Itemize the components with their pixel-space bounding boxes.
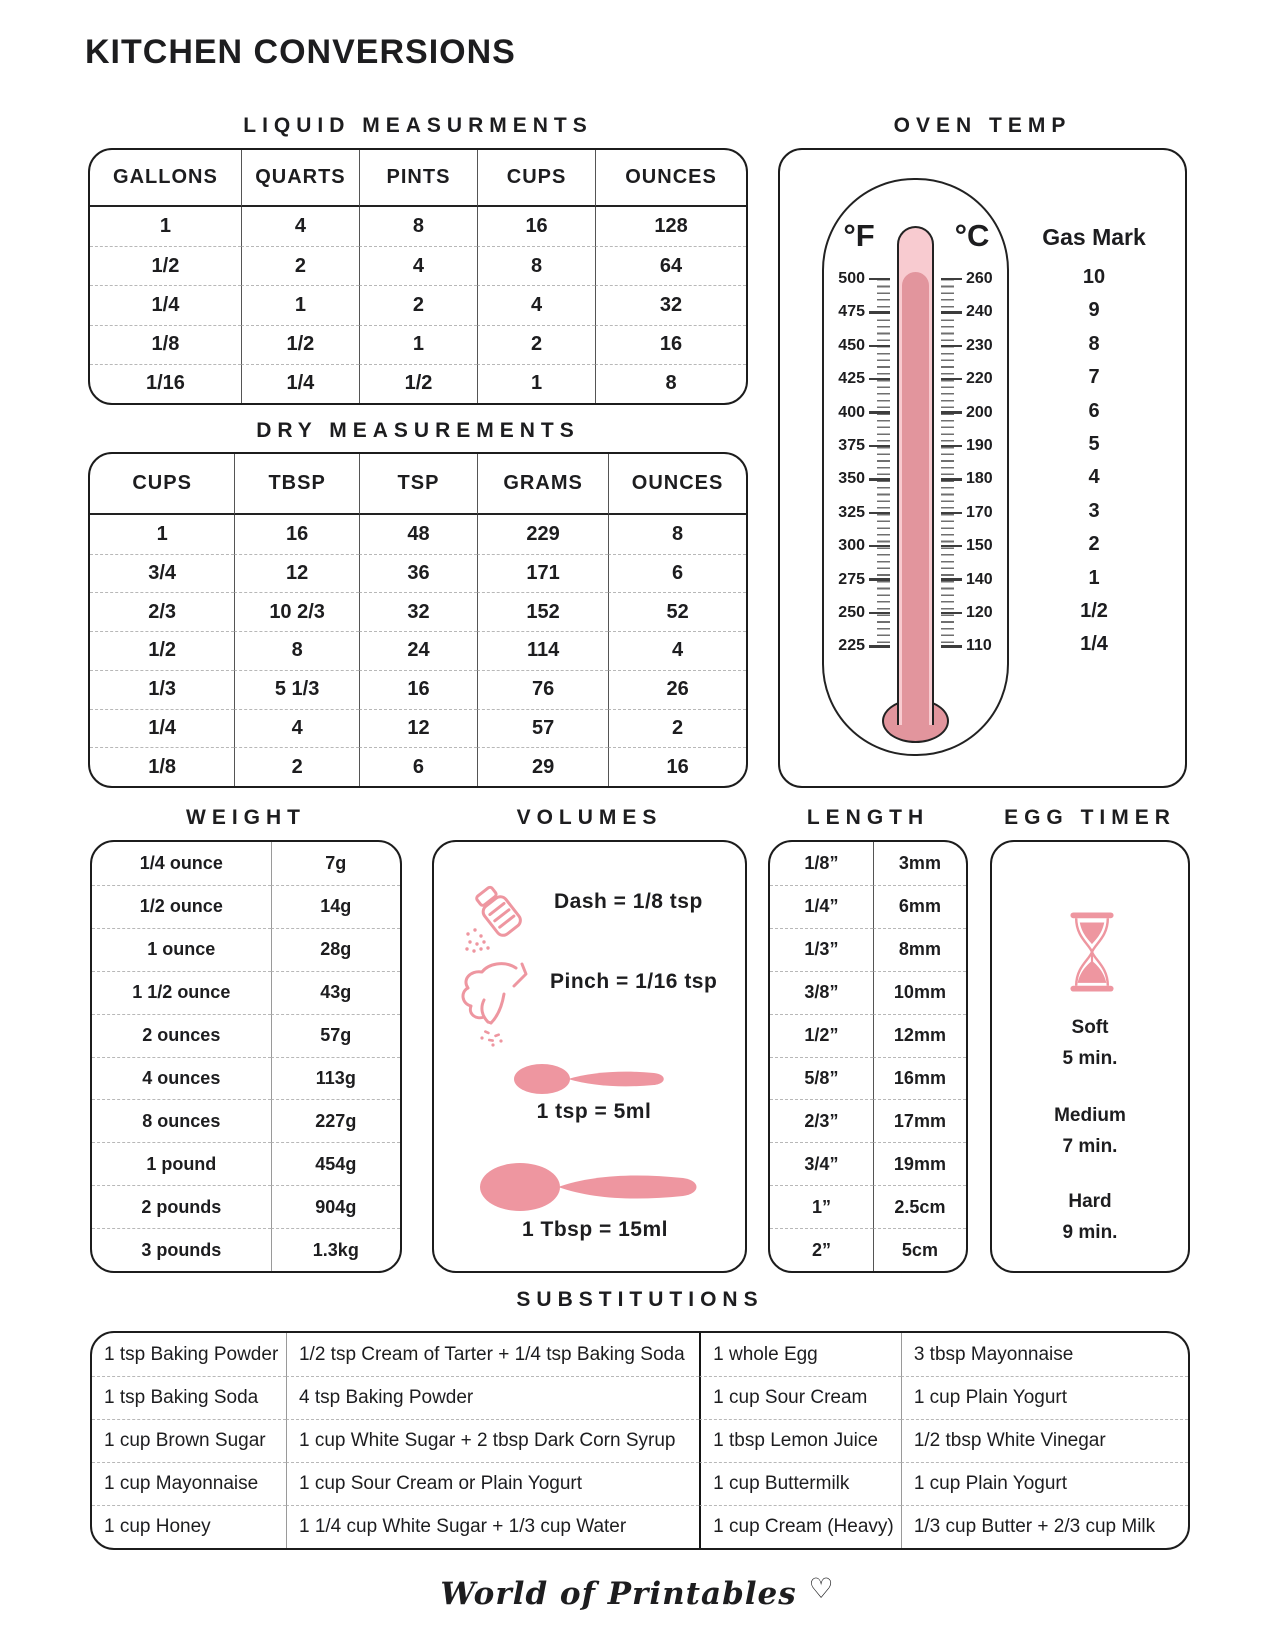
table-cell: 1/2 (241, 325, 359, 364)
table-cell: 8 (595, 364, 746, 403)
fahrenheit-minor-ticks (877, 279, 890, 648)
celsius-scale-label: 240 (966, 303, 993, 321)
table-cell: 5 1/3 (234, 670, 359, 709)
table-cell: 16 (359, 670, 477, 709)
fahrenheit-major-tick (869, 545, 890, 547)
celsius-major-tick (941, 311, 962, 313)
fahrenheit-scale-label: 300 (838, 537, 865, 555)
table-cell: 1/4 (90, 285, 241, 324)
thermometer-tube (897, 226, 934, 725)
celsius-major-tick (941, 378, 962, 380)
fahrenheit-scale-label: 450 (838, 336, 865, 354)
table-cell: 6 (359, 747, 477, 786)
table-cell: 1/2 (90, 246, 241, 285)
table-cell: 10 2/3 (234, 592, 359, 631)
table-cell: 6mm (873, 885, 966, 928)
table-cell: 2 (477, 325, 595, 364)
celsius-major-tick (941, 445, 962, 447)
table-cell: 4 (608, 631, 746, 670)
celsius-scale-label: 220 (966, 370, 993, 388)
column-header: CUPS (90, 454, 234, 515)
table-cell: 1 tbsp Lemon Juice (699, 1419, 901, 1462)
pinch-hand-icon (458, 958, 528, 1048)
table-cell: 1 1/2 ounce (92, 971, 271, 1014)
table-cell: 128 (595, 207, 746, 246)
fahrenheit-scale-label: 325 (838, 503, 865, 521)
table-cell: 1 cup White Sugar + 2 tbsp Dark Corn Syrup (286, 1419, 699, 1462)
table-cell: 5cm (873, 1228, 966, 1271)
fahrenheit-scale-label: 275 (838, 570, 865, 588)
table-cell: 12 (234, 554, 359, 593)
celsius-major-tick (941, 512, 962, 514)
table-cell: 8 (608, 515, 746, 554)
table-cell: 1/3” (770, 928, 873, 971)
hourglass-icon (1069, 912, 1115, 992)
egg-hard-entry (992, 1186, 1188, 1248)
weight-table (90, 840, 402, 1273)
teaspoon-icon (514, 1062, 674, 1096)
celsius-major-tick (941, 478, 962, 480)
table-cell: 171 (477, 554, 608, 593)
celsius-scale-label: 190 (966, 437, 993, 454)
table-cell: 1 ounce (92, 928, 271, 971)
table-cell: 1/8 (90, 747, 234, 786)
fahrenheit-major-tick (869, 311, 890, 313)
table-cell: 1 cup Buttermilk (699, 1462, 901, 1505)
table-cell: 1/3 cup Butter + 2/3 cup Milk (901, 1505, 1188, 1548)
table-cell: 32 (595, 285, 746, 324)
gas-mark-value: 2 (1088, 533, 1100, 556)
gas-mark-value: 9 (1088, 299, 1100, 322)
table-cell: 57g (271, 1014, 400, 1057)
table-cell: 3mm (873, 842, 966, 885)
table-cell: 24 (359, 631, 477, 670)
table-cell: 1/3 (90, 670, 234, 709)
egg-medium-entry (992, 1100, 1188, 1162)
fahrenheit-major-tick (869, 478, 890, 480)
volumes-section-title: VOLUMES (516, 806, 663, 829)
table-cell: 2 (234, 747, 359, 786)
table-cell: 1 tsp Baking Soda (92, 1376, 286, 1419)
table-cell: 454g (271, 1142, 400, 1185)
celsius-scale-label: 110 (966, 637, 992, 655)
thermometer-mercury (902, 272, 929, 725)
table-cell: 2 (241, 246, 359, 285)
celsius-major-tick (941, 645, 962, 647)
table-cell: 1 whole Egg (699, 1333, 901, 1376)
dry-section-title: DRY MEASUREMENTS (256, 419, 580, 442)
table-cell: 1/8” (804, 852, 839, 873)
weight-table-grid (92, 842, 400, 1271)
liquid-section-title: LIQUID MEASURMENTS (243, 114, 593, 137)
table-cell: 12mm (873, 1014, 966, 1057)
table-cell: 4 ounces (92, 1057, 271, 1100)
table-cell: 10mm (873, 971, 966, 1014)
thermometer (822, 178, 1009, 756)
table-cell: 4 (477, 285, 595, 324)
gas-mark-value: 5 (1088, 433, 1100, 455)
liquid-table (88, 148, 748, 405)
table-cell: 76 (477, 670, 608, 709)
dry-table-grid (90, 454, 746, 786)
gas-mark-value: 8 (1088, 332, 1100, 355)
table-cell: 8 (477, 246, 595, 285)
egg-soft-time: 5 min. (1062, 1048, 1118, 1069)
celsius-scale-label: 180 (966, 470, 993, 488)
table-cell: 48 (359, 515, 477, 554)
fahrenheit-scale-label: 425 (838, 370, 865, 388)
fahrenheit-major-tick (869, 645, 890, 647)
tablespoon-label: 1 Tbsp = 15ml (522, 1218, 668, 1241)
table-cell: 1/8 (90, 325, 241, 364)
table-cell: 8 (359, 207, 477, 246)
oven-temp-panel (778, 148, 1187, 788)
gas-mark-value: 10 (1082, 266, 1106, 288)
egg-medium-time: 7 min. (1062, 1136, 1118, 1157)
length-table-grid (770, 842, 966, 1271)
tablespoon-icon (480, 1162, 710, 1212)
table-cell: 1 pound (92, 1142, 271, 1185)
table-cell: 229 (477, 515, 608, 554)
table-cell: 8mm (873, 928, 966, 971)
celsius-scale-label: 120 (966, 604, 993, 621)
column-header: GRAMS (477, 454, 608, 515)
volumes-panel (432, 840, 747, 1273)
table-cell: 1/2 tbsp White Vinegar (901, 1419, 1188, 1462)
table-cell: 1 (477, 364, 595, 403)
celsius-scale-label: 140 (966, 570, 993, 588)
table-cell: 1 cup Brown Sugar (92, 1419, 286, 1462)
fahrenheit-scale-label: 225 (838, 637, 865, 655)
table-cell: 1 cup Mayonnaise (92, 1462, 286, 1505)
column-header: TBSP (234, 454, 359, 515)
fahrenheit-major-tick (869, 411, 890, 413)
egg-timer-panel (990, 840, 1190, 1273)
gas-mark-value: 1/2 (1080, 600, 1108, 622)
dash-label: Dash = 1/8 tsp (554, 890, 703, 913)
celsius-scale-label: 200 (966, 403, 993, 421)
table-cell: 3/4 (90, 554, 234, 593)
column-header: OUNCES (595, 150, 746, 207)
table-cell: 3/8” (770, 971, 873, 1014)
table-cell: 1/4 (90, 709, 234, 748)
table-cell: 7g (271, 842, 400, 885)
table-cell: 4 tsp Baking Powder (286, 1376, 699, 1419)
table-cell: 1.3kg (271, 1228, 400, 1271)
table-cell: 1 cup Sour Cream or Plain Yogurt (286, 1462, 699, 1505)
table-cell: 114 (477, 631, 608, 670)
column-header: GALLONS (90, 150, 241, 207)
table-cell: 64 (595, 246, 746, 285)
table-cell: 19mm (873, 1142, 966, 1185)
celsius-major-tick (941, 278, 962, 280)
gas-mark-value: 6 (1088, 399, 1100, 422)
fahrenheit-scale-label: 500 (838, 270, 865, 287)
length-table (768, 840, 968, 1273)
table-cell: 1/2” (770, 1014, 873, 1057)
substitutions-table-grid (92, 1333, 1188, 1548)
egg-soft-entry (992, 1012, 1188, 1074)
table-cell: 1 (241, 285, 359, 324)
table-cell: 26 (608, 670, 746, 709)
celsius-scale-label: 260 (966, 270, 993, 287)
table-cell: 29 (477, 747, 608, 786)
substitutions-section-title: SUBSTITUTIONS (516, 1288, 764, 1311)
table-cell: 14g (271, 885, 400, 928)
table-cell: 1/2 tsp Cream of Tarter + 1/4 tsp Baking Soda (286, 1333, 699, 1376)
dry-table (88, 452, 748, 788)
table-cell: 1 (359, 325, 477, 364)
table-cell: 16 (595, 325, 746, 364)
celsius-scale-label: 170 (966, 503, 993, 521)
egg-timer-section-title: EGG TIMER (1004, 806, 1176, 829)
column-header: PINTS (359, 150, 477, 207)
fahrenheit-label: °F (843, 218, 875, 253)
table-cell: 52 (608, 592, 746, 631)
table-cell: 1/2 (359, 364, 477, 403)
table-cell: 16mm (873, 1057, 966, 1100)
table-cell: 17mm (873, 1099, 966, 1142)
fahrenheit-scale-label: 375 (838, 437, 865, 454)
brand-name: World of Printables (440, 1576, 797, 1612)
weight-section-title: WEIGHT (186, 806, 306, 829)
fahrenheit-major-tick (869, 512, 890, 514)
table-cell: 1/16 (90, 364, 241, 403)
column-header: CUPS (477, 150, 595, 207)
table-cell: 4 (359, 246, 477, 285)
table-cell: 2 (608, 709, 746, 748)
table-cell: 16 (608, 747, 746, 786)
celsius-major-tick (941, 545, 962, 547)
table-cell: 8 ounces (92, 1099, 271, 1142)
table-cell: 57 (477, 709, 608, 748)
celsius-major-tick (941, 578, 962, 580)
table-cell: 2 pounds (92, 1185, 271, 1228)
gas-mark-header: Gas Mark (1042, 224, 1146, 250)
fahrenheit-scale-label: 350 (838, 470, 865, 488)
table-cell: 1 (159, 215, 171, 238)
table-cell: 1 cup Honey (92, 1505, 286, 1548)
teaspoon-label: 1 tsp = 5ml (536, 1100, 652, 1123)
pinch-label: Pinch = 1/16 tsp (550, 970, 718, 993)
table-cell: 2 ounces (92, 1014, 271, 1057)
table-cell: 227g (271, 1099, 400, 1142)
table-cell: 16 (477, 207, 595, 246)
table-cell: 1 cup Sour Cream (699, 1376, 901, 1419)
substitutions-table (90, 1331, 1190, 1550)
table-cell: 2.5cm (873, 1185, 966, 1228)
heart-icon: ♡ (808, 1572, 835, 1605)
liquid-table-grid (90, 150, 746, 403)
table-cell: 1/2 ounce (92, 885, 271, 928)
table-cell: 1/2 (90, 631, 234, 670)
table-cell: 1 cup Plain Yogurt (901, 1376, 1188, 1419)
table-cell: 2” (770, 1228, 873, 1271)
table-cell: 3 pounds (92, 1228, 271, 1271)
table-cell: 36 (359, 554, 477, 593)
table-cell: 2 (359, 285, 477, 324)
celsius-major-tick (941, 411, 962, 413)
egg-medium-label: Medium (1054, 1105, 1126, 1126)
fahrenheit-scale-label: 400 (838, 403, 865, 421)
gas-mark-value: 1/4 (1080, 633, 1108, 656)
egg-soft-label: Soft (1071, 1017, 1109, 1038)
fahrenheit-scale-label: 250 (838, 604, 865, 621)
salt-shaker-icon (462, 878, 528, 954)
fahrenheit-major-tick (869, 578, 890, 580)
table-cell: 43g (271, 971, 400, 1014)
table-cell: 1/4 (241, 364, 359, 403)
page-title: KITCHEN CONVERSIONS (85, 33, 516, 71)
table-cell: 2/3 (90, 592, 234, 631)
fahrenheit-major-tick (869, 345, 890, 347)
table-cell: 1 1/4 cup White Sugar + 1/3 cup Water (286, 1505, 699, 1548)
celsius-scale-label: 150 (966, 537, 993, 555)
table-cell: 16 (234, 515, 359, 554)
brand-footer (0, 1572, 1275, 1612)
celsius-minor-ticks (941, 279, 954, 648)
table-cell: 4 (241, 207, 359, 246)
table-cell: 4 (234, 709, 359, 748)
table-cell: 1/4 ounce (139, 852, 223, 873)
table-cell: 1 tsp Baking Powder (104, 1343, 279, 1365)
egg-hard-time: 9 min. (1062, 1222, 1118, 1243)
fahrenheit-major-tick (869, 445, 890, 447)
table-cell: 113g (271, 1057, 400, 1100)
table-cell: 5/8” (770, 1057, 873, 1100)
fahrenheit-major-tick (869, 278, 890, 280)
gas-mark-value: 3 (1088, 499, 1100, 522)
fahrenheit-major-tick (869, 378, 890, 380)
table-cell: 1” (770, 1185, 873, 1228)
egg-hard-label: Hard (1068, 1191, 1112, 1212)
fahrenheit-major-tick (869, 612, 890, 614)
table-cell: 32 (359, 592, 477, 631)
celsius-major-tick (941, 345, 962, 347)
table-cell: 1 cup Plain Yogurt (901, 1462, 1188, 1505)
table-cell: 12 (359, 709, 477, 748)
gas-mark-value: 7 (1088, 366, 1100, 389)
column-header: QUARTS (241, 150, 359, 207)
table-cell: 1 (156, 522, 168, 545)
table-cell: 3 tbsp Mayonnaise (901, 1333, 1188, 1376)
table-cell: 28g (271, 928, 400, 971)
celsius-major-tick (941, 612, 962, 614)
celsius-scale-label: 230 (966, 336, 993, 354)
table-cell: 8 (234, 631, 359, 670)
oven-section-title: OVEN TEMP (893, 114, 1072, 137)
gas-mark-value: 1 (1088, 566, 1100, 589)
gas-mark-value: 4 (1088, 466, 1100, 489)
fahrenheit-scale-label: 475 (838, 303, 865, 321)
table-cell: 152 (477, 592, 608, 631)
column-header: OUNCES (608, 454, 746, 515)
column-header: TSP (359, 454, 477, 515)
table-cell: 6 (608, 554, 746, 593)
length-section-title: LENGTH (806, 806, 930, 829)
table-cell: 1/4” (770, 885, 873, 928)
celsius-label: °C (954, 218, 990, 253)
table-cell: 1 cup Cream (Heavy) (699, 1505, 901, 1548)
table-cell: 2/3” (770, 1099, 873, 1142)
table-cell: 3/4” (770, 1142, 873, 1185)
table-cell: 904g (271, 1185, 400, 1228)
